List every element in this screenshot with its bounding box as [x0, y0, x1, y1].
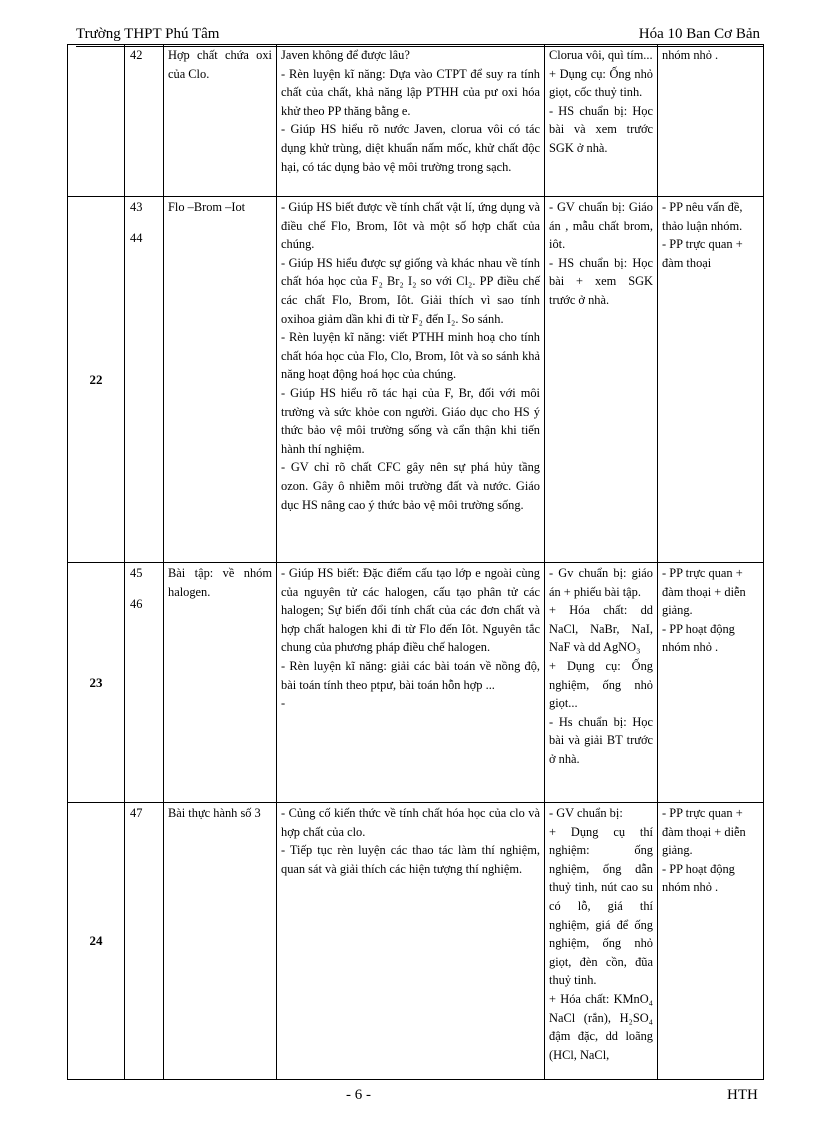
period-number: 46	[130, 596, 143, 611]
week-cell	[68, 45, 125, 197]
preparation-item: - HS chuẩn bị: Học bài + xem SGK trước ở nhà.	[549, 255, 653, 307]
objective-item: - Rèn luyện kĩ năng: giải các bài toán về nồng độ, bài toán tính theo ptpư, bài toán hỗn hợp ...	[281, 658, 540, 692]
preparation-item: Clorua vôi, quì tím...	[549, 48, 653, 62]
methods-cell	[658, 45, 764, 197]
objective-item: -	[281, 696, 286, 711]
methods-cell	[658, 563, 764, 803]
objective-item: - GV chỉ rõ chất CFC gây nên sự phá hủy tầng ozon. Gây ô nhiễm môi trường đất và nước. Giáo dục HS nâng cao ý thức bảo vệ môi trường sống.	[281, 460, 540, 512]
period-cell	[125, 563, 164, 803]
lesson-title-cell: Bài tập: về nhóm halogen.	[164, 563, 277, 803]
preparation-item: + Dụng cụ: Ống nhỏ giọt, cốc thuỷ tinh.	[549, 66, 653, 100]
preparation-item: + Dụng cụ: Ống nghiệm, ống nhỏ giọt...	[549, 658, 653, 711]
objective-item: - Rèn luyện kĩ năng: Dựa vào CTPT để suy ra tính chất của chất, khả năng lập PTHH của pư oxi hóa khử theo PP thăng bằng e.	[281, 66, 540, 118]
objective-item: - Tiếp tục rèn luyện các thao tác làm thí nghiệm, quan sát và giải thích các hiện tượng thí nghiệm.	[281, 843, 540, 876]
period-cell	[125, 45, 164, 197]
objective-item: - Giúp HS biết được về tính chất vật lí, ứng dụng và điều chế Flo, Brom, Iôt và một số hợp chất của chúng.	[281, 200, 540, 252]
method-item: - PP hoạt động nhóm nhỏ .	[662, 621, 735, 655]
lesson-plan-table	[67, 44, 764, 1080]
objective-item: - Giúp HS hiểu được sự giống và khác nhau về tính chất hóa học của F₂ Br₂ I₂ so với Cl₂. PP điều chế các chất Flo, Brom, Iôt. Giải thích vì sao tính oxihoa giảm dần khi đi từ F₂ đến I₂. So sánh.	[281, 255, 540, 326]
week-cell: 24	[68, 803, 125, 1080]
page-number: - 6 -	[346, 1087, 371, 1103]
methods-cell	[658, 197, 764, 563]
period-cell	[125, 197, 164, 563]
objectives-cell	[277, 563, 545, 803]
table-row	[68, 803, 764, 1080]
objective-item: - Giúp HS biết: Đặc điểm cấu tạo lớp e ngoài cùng của nguyên tử các halogen, cấu tạo phân tử các halogen; Sự biến đổi tính chất của các đơn chất và hợp chất halogen khi đi từ Flo đến Iôt. Nguyên tắc chung của phương pháp điều chế halogen.	[281, 566, 540, 655]
methods-cell	[658, 803, 764, 1080]
week-cell: 23	[68, 563, 125, 803]
preparation-item: + Hóa chất: KMnO₄ NaCl (rắn), H₂SO₄ đậm đặc, dd loãng (HCl, NaCl,	[549, 991, 653, 1062]
week-cell: 22	[68, 197, 125, 563]
method-item: nhóm nhỏ .	[662, 48, 719, 62]
objective-item: - Củng cố kiến thức về tính chất hóa học của clo và hợp chất của clo.	[281, 806, 540, 839]
table-row	[68, 45, 764, 197]
lesson-title-cell: Hợp chất chứa oxi của Clo.	[164, 45, 277, 197]
preparation-item: + Hóa chất: dd NaCl, NaBr, NaI, NaF và dd AgNO₃	[549, 603, 653, 655]
preparation-item: + Dụng cụ thí nghiệm: ống nghiệm, ống dẫn thuỷ tinh, nút cao su có lỗ, giá thí nghiệm, giá để ống nghiệm, ống nhỏ giọt, đèn cồn, đũa thuỷ tinh.	[549, 824, 653, 988]
table-row	[68, 197, 764, 563]
objective-item: Javen không để được lâu?	[281, 48, 410, 62]
preparation-cell	[545, 45, 658, 197]
period-number: 45	[130, 566, 143, 580]
author-initials: HTH	[727, 1087, 758, 1103]
objectives-cell	[277, 45, 545, 197]
method-item: - PP nêu vấn đề, thảo luận nhóm.	[662, 200, 743, 233]
course-name: Hóa 10 Ban Cơ Bản	[638, 26, 760, 42]
preparation-item: - Hs chuẩn bị: Học bài và giải BT trước ở nhà.	[549, 714, 653, 766]
preparation-item: - HS chuẩn bị: Học bài và xem trước SGK ở nhà.	[549, 103, 653, 155]
method-item: - PP trực quan + đàm thoại + diễn giảng.	[662, 566, 746, 618]
period-cell	[125, 803, 164, 1080]
objectives-cell	[277, 803, 545, 1080]
objective-item: - Giúp HS hiểu rõ nước Javen, clorua vôi có tác dụng khử trùng, diệt khuẩn nấm mốc, khử chất độc hại, có tác dụng bảo vệ môi trường trong sạch.	[281, 122, 540, 174]
preparation-cell	[545, 803, 658, 1080]
preparation-item: - Gv chuẩn bị: giáo án + phiếu bài tập.	[549, 566, 653, 599]
preparation-item: - GV chuẩn bị: Giáo án , mẫu chất brom, iôt.	[549, 200, 653, 252]
method-item: - PP trực quan + đàm thoại	[662, 237, 743, 270]
preparation-cell	[545, 563, 658, 803]
objective-item: - Giúp HS hiểu rõ tác hại của F, Br, đối với môi trường và sức khỏe con người. Giáo dục cho HS ý thức bảo vệ môi trường sống và cẩn thận khi tiến hành thí nghiệm.	[281, 385, 540, 456]
lesson-title-cell: Flo –Brom –Iot	[164, 197, 277, 563]
period-number: 47	[130, 806, 143, 820]
period-number: 42	[130, 48, 143, 62]
period-number: 43	[130, 200, 143, 214]
objectives-cell	[277, 197, 545, 563]
table-row	[68, 563, 764, 803]
preparation-item: - GV chuẩn bị:	[549, 806, 623, 820]
method-item: - PP trực quan + đàm thoại + diễn giảng.	[662, 806, 746, 858]
lesson-title-cell: Bài thực hành số 3	[164, 803, 277, 1080]
objective-item: - Rèn luyện kĩ năng: viết PTHH minh hoạ cho tính chất hóa học của Flo, Clo, Brom, Iôt và so sánh khả năng hoạt động hoá học của chúng.	[281, 330, 540, 382]
preparation-cell	[545, 197, 658, 563]
school-name: Trường THPT Phú Tâm	[76, 26, 220, 42]
period-number: 44	[130, 230, 143, 245]
method-item: - PP hoạt động nhóm nhỏ .	[662, 861, 735, 895]
